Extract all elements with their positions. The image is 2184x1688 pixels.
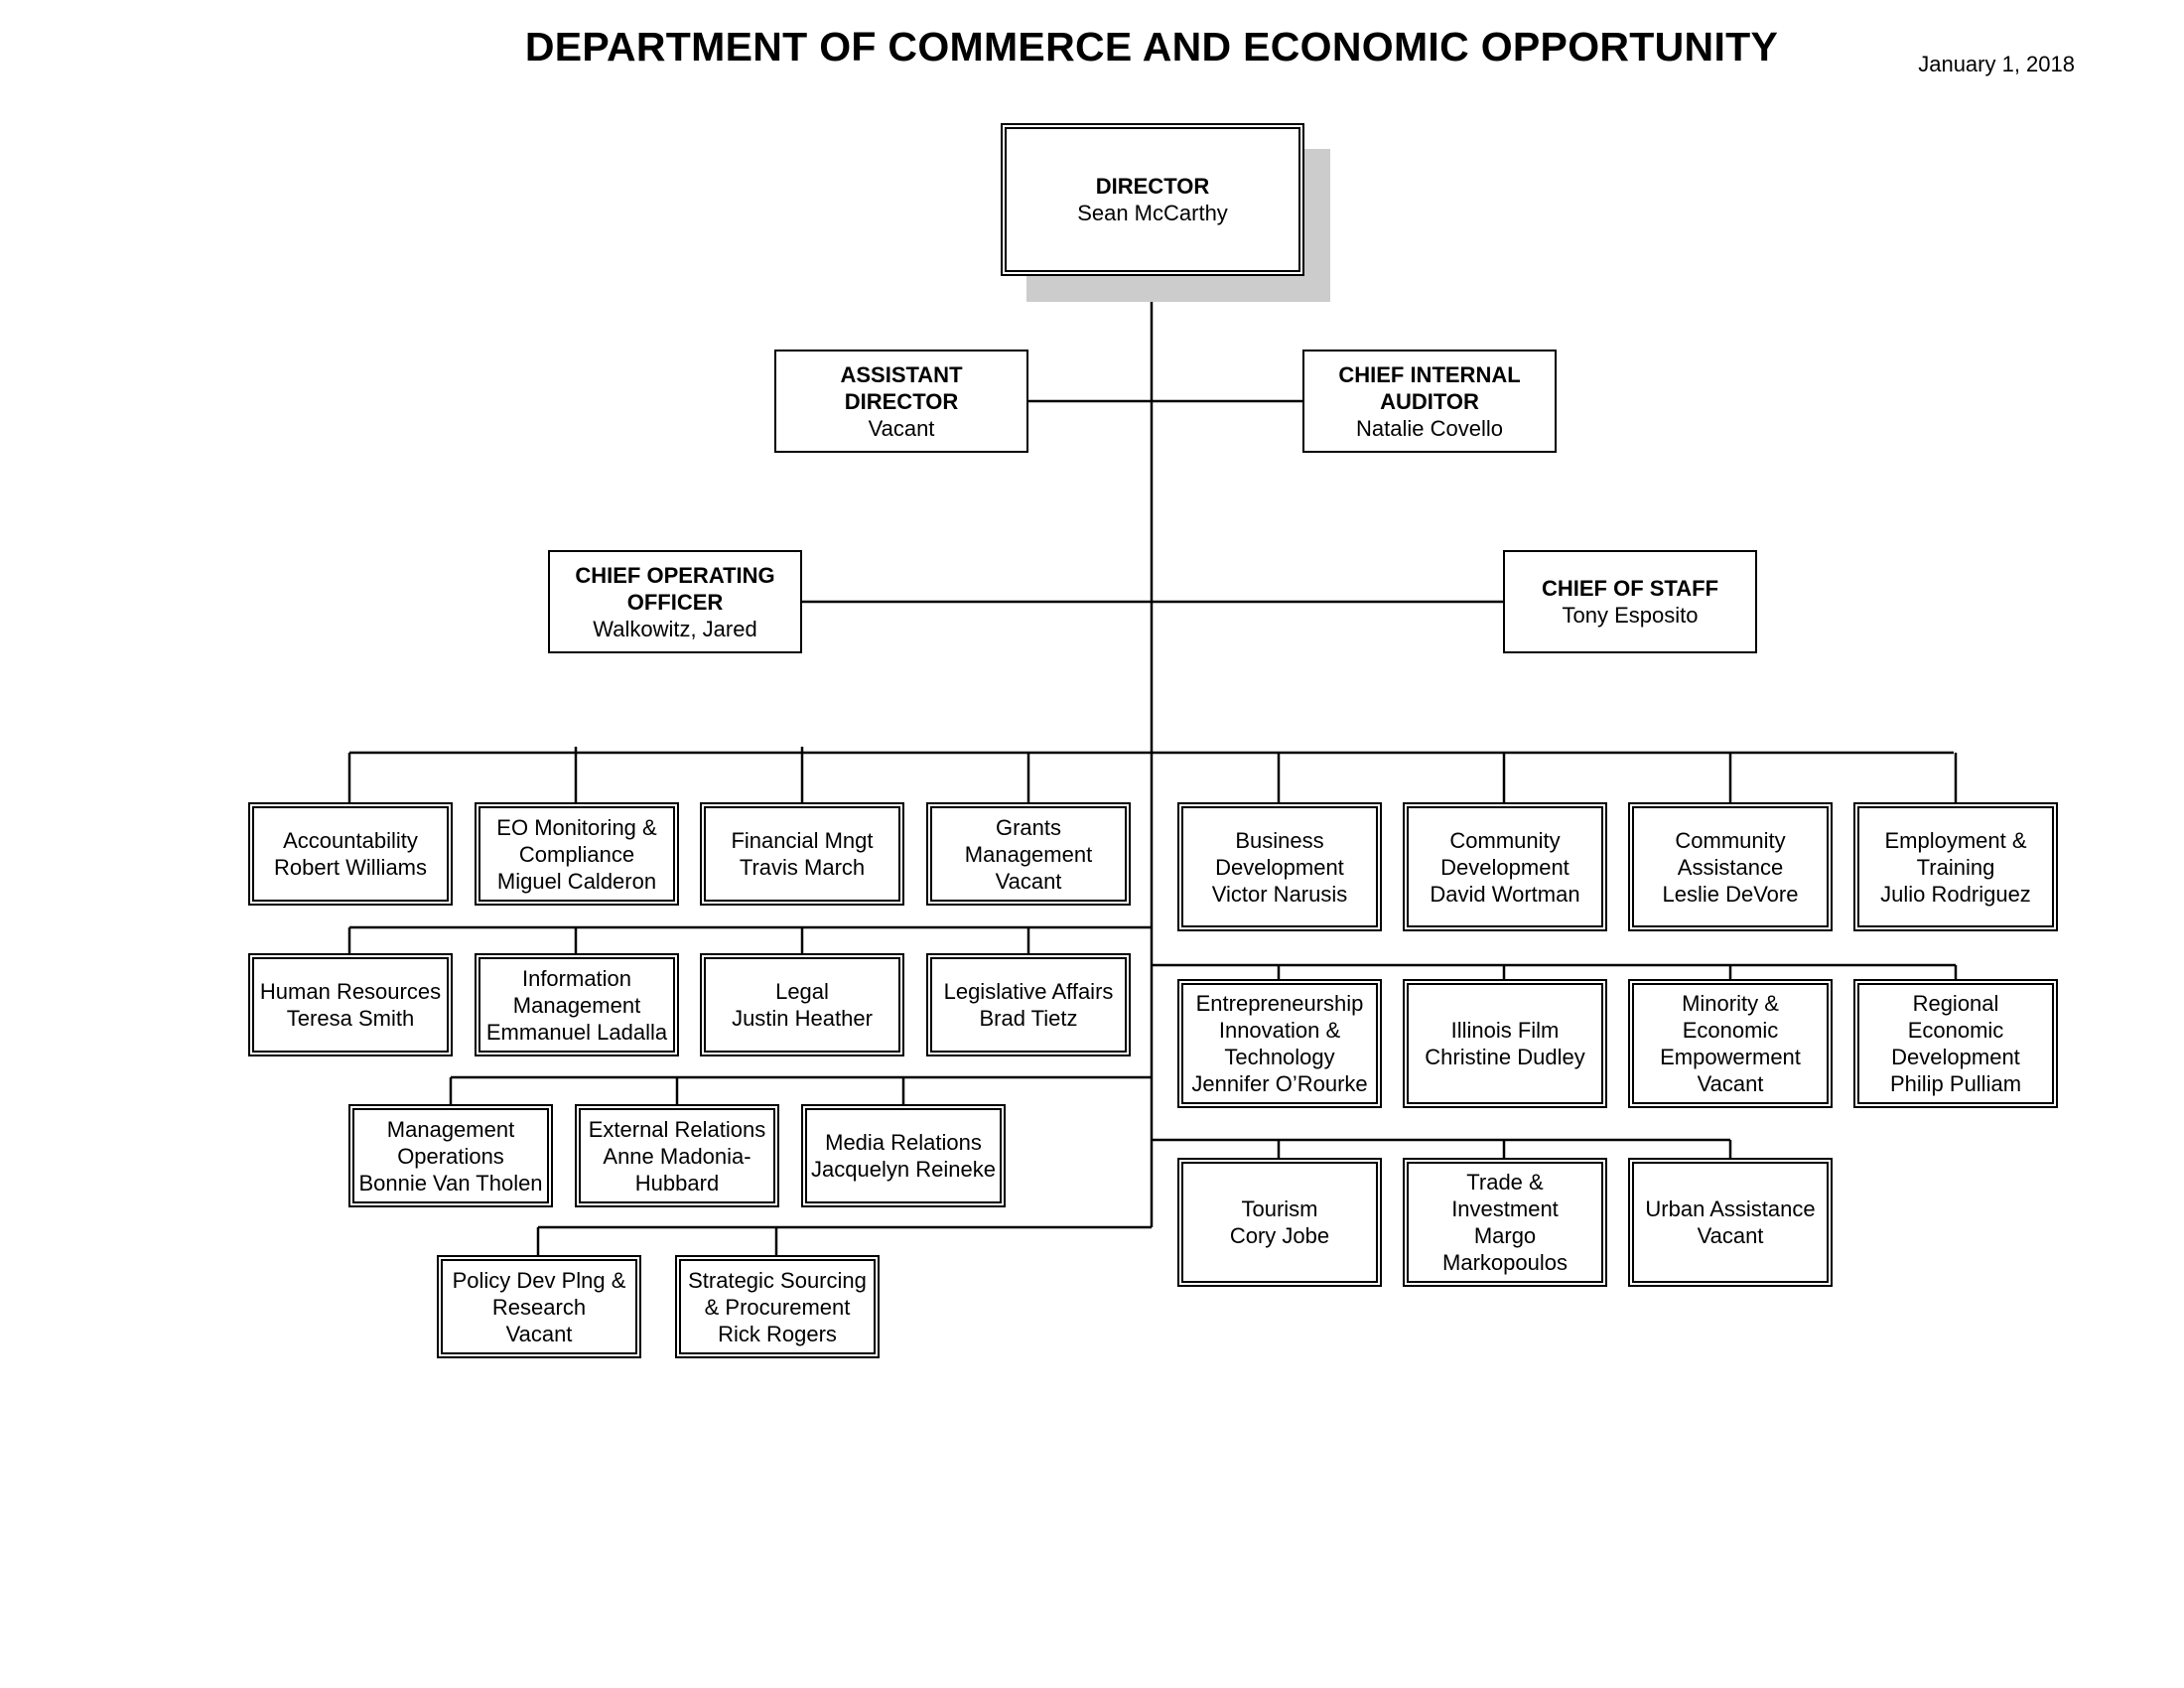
chief-internal-auditor-name: Natalie Covello — [1356, 415, 1503, 441]
coo-name: Walkowitz, Jared — [593, 616, 757, 641]
unit-entrepreneurship — [1177, 979, 1382, 1108]
unit-trade-investment — [1403, 1158, 1607, 1287]
chart-date: January 1, 2018 — [1918, 52, 2075, 76]
unit-line: Economic — [1682, 1018, 1779, 1043]
unit-line: Strategic Sourcing — [688, 1267, 867, 1293]
unit-line: Hubbard — [634, 1170, 720, 1196]
coo-title-line1: CHIEF OPERATING — [575, 562, 775, 588]
unit-line: Research — [491, 1294, 587, 1320]
unit-line: Leslie DeVore — [1662, 881, 1799, 907]
unit-line: Philip Pulliam — [1889, 1071, 2022, 1096]
unit-line: Operations — [397, 1143, 504, 1169]
chief-operating-officer-box — [548, 550, 802, 653]
unit-line: Assistance — [1677, 854, 1784, 880]
unit-line: Rick Rogers — [718, 1321, 837, 1346]
unit-line: Anne Madonia- — [603, 1143, 751, 1169]
unit-line: Information — [521, 965, 632, 991]
assistant-director-title-line2: DIRECTOR — [844, 388, 959, 414]
unit-line: Business — [1235, 827, 1324, 853]
assistant-director-box — [774, 350, 1028, 453]
director-name: Sean McCarthy — [1077, 201, 1228, 225]
unit-media-relations — [801, 1104, 1006, 1207]
unit-line: David Wortman — [1430, 881, 1580, 907]
unit-line: Development — [1440, 854, 1570, 880]
unit-line: Bonnie Van Tholen — [358, 1170, 543, 1196]
unit-line: Entrepreneurship — [1195, 991, 1364, 1016]
unit-line: Teresa Smith — [286, 1006, 415, 1031]
unit-line: Victor Narusis — [1211, 881, 1348, 907]
director-box — [1001, 123, 1304, 276]
unit-accountability — [248, 802, 453, 906]
unit-line: Management — [964, 841, 1093, 867]
chief-of-staff-title: CHIEF OF STAFF — [1541, 576, 1719, 601]
unit-line: Legislative Affairs — [943, 979, 1114, 1004]
unit-line: Trade & — [1466, 1170, 1544, 1195]
unit-line: Brad Tietz — [979, 1006, 1078, 1031]
unit-financial-mngt — [700, 802, 904, 906]
chief-internal-auditor-box — [1302, 350, 1557, 453]
unit-line: Robert Williams — [273, 855, 428, 880]
unit-tourism — [1177, 1158, 1382, 1287]
coo-title-line2: OFFICER — [626, 589, 724, 615]
unit-line: Julio Rodriguez — [1880, 881, 2031, 907]
unit-line: Urban Assistance — [1645, 1196, 1816, 1221]
unit-line: Travis March — [739, 855, 866, 880]
unit-management-operations — [348, 1104, 553, 1207]
unit-external-relations — [575, 1104, 779, 1207]
unit-line: EO Monitoring & — [496, 814, 657, 840]
unit-line: Policy Dev Plng & — [452, 1267, 626, 1293]
unit-human-resources — [248, 953, 453, 1056]
unit-information-management — [475, 953, 679, 1056]
unit-line: Legal — [775, 979, 829, 1004]
unit-line: Accountability — [283, 828, 418, 853]
unit-line: Jennifer O’Rourke — [1191, 1071, 1368, 1096]
unit-line: Financial Mngt — [731, 828, 874, 853]
unit-business-development — [1177, 802, 1382, 931]
unit-line: Margo — [1473, 1223, 1537, 1248]
unit-employment-training — [1853, 802, 2058, 931]
chief-of-staff-box — [1503, 550, 1757, 653]
unit-line: Development — [1215, 854, 1344, 880]
unit-line: Development — [1891, 1045, 2020, 1069]
unit-line: Christine Dudley — [1425, 1045, 1585, 1069]
unit-line: Cory Jobe — [1229, 1223, 1330, 1248]
unit-policy-dev — [437, 1255, 641, 1358]
unit-line: Compliance — [518, 841, 635, 867]
unit-line: Vacant — [995, 868, 1062, 894]
unit-legislative-affairs — [926, 953, 1131, 1056]
unit-community-assistance — [1628, 802, 1833, 931]
unit-line: Jacquelyn Reineke — [811, 1157, 996, 1182]
unit-line: Vacant — [505, 1321, 573, 1346]
unit-urban-assistance — [1628, 1158, 1833, 1287]
chief-internal-auditor-title-line1: CHIEF INTERNAL — [1338, 361, 1521, 387]
unit-line: Management — [386, 1116, 515, 1142]
chart-title: DEPARTMENT OF COMMERCE AND ECONOMIC OPPORTUNITY — [524, 24, 1779, 70]
unit-line: Community — [1449, 827, 1561, 853]
chief-of-staff-name: Tony Esposito — [1562, 603, 1699, 628]
unit-line: Justin Heather — [732, 1006, 873, 1031]
unit-line: Grants — [995, 814, 1062, 840]
unit-line: Training — [1916, 854, 1995, 880]
unit-grants-management — [926, 802, 1131, 906]
unit-line: Vacant — [1697, 1223, 1764, 1248]
unit-regional-economic-development — [1853, 979, 2058, 1108]
unit-line: Miguel Calderon — [496, 868, 657, 894]
unit-minority-economic-empowerment — [1628, 979, 1833, 1108]
unit-line: Minority & — [1682, 991, 1779, 1016]
unit-line: Technology — [1224, 1045, 1335, 1069]
unit-line: Empowerment — [1660, 1045, 1801, 1069]
unit-illinois-film — [1403, 979, 1607, 1108]
unit-line: Employment & — [1884, 827, 2027, 853]
unit-line: Management — [512, 992, 641, 1018]
unit-line: Human Resources — [259, 979, 442, 1004]
unit-eo-monitoring — [475, 802, 679, 906]
unit-line: Emmanuel Ladalla — [485, 1019, 668, 1045]
unit-line: Community — [1675, 827, 1786, 853]
unit-line: External Relations — [588, 1116, 766, 1142]
unit-legal — [700, 953, 904, 1056]
unit-line: Regional — [1912, 991, 1999, 1016]
director-title: DIRECTOR — [1095, 174, 1210, 199]
unit-line: Innovation & — [1218, 1018, 1341, 1043]
unit-community-development — [1403, 802, 1607, 931]
assistant-director-name: Vacant — [868, 415, 935, 441]
unit-line: Investment — [1451, 1196, 1559, 1221]
chief-internal-auditor-title-line2: AUDITOR — [1380, 388, 1479, 414]
unit-strategic-sourcing — [675, 1255, 880, 1358]
unit-line: & Procurement — [704, 1294, 851, 1320]
assistant-director-title-line1: ASSISTANT — [840, 361, 963, 387]
unit-line: Vacant — [1697, 1071, 1764, 1096]
unit-line: Economic — [1907, 1018, 2004, 1043]
unit-line: Illinois Film — [1450, 1018, 1560, 1043]
unit-line: Tourism — [1241, 1196, 1318, 1221]
unit-line: Markopoulos — [1442, 1250, 1568, 1275]
unit-line: Media Relations — [825, 1130, 982, 1155]
